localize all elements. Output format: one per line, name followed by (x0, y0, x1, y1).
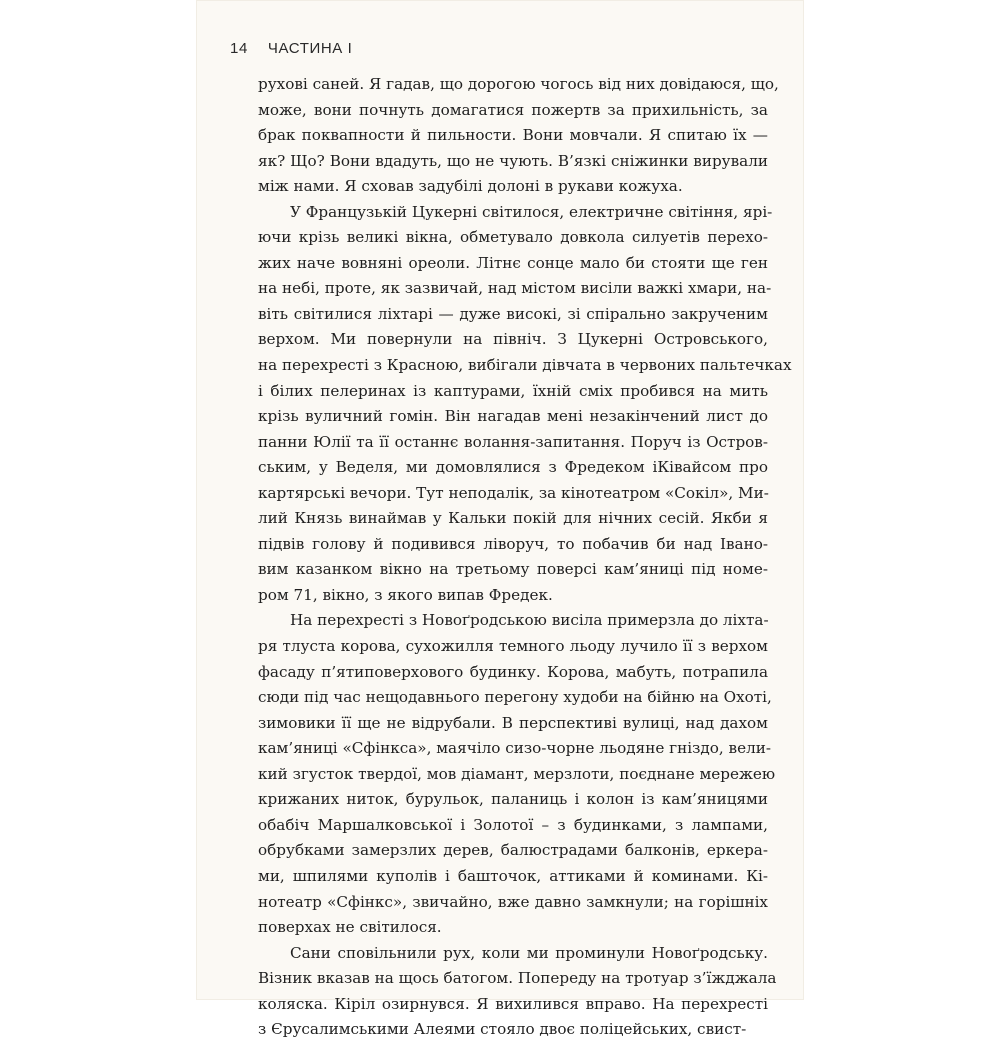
text-line: ря тлуста корова, сухожилля темного льоду лучило її з верхом (258, 637, 768, 656)
text-line: вим казанком вікно на третьому поверсі кам’яниці під номе- (258, 560, 768, 579)
text-line: зимовики її ще не відрубали. В перспективі вулиці, над дахом (258, 713, 768, 732)
text-line: крижаних ниток, бурульок, паланиць і колон із кам’яницями (258, 790, 768, 809)
text-line: нотеатр «Сфінкс», звичайно, вже давно замкнули; на горішніх (258, 892, 768, 911)
text-line: як? Що? Вони вдадуть, що не чують. В’язкі сніжинки вирували (258, 151, 768, 170)
text-line: брак поквапности й пильности. Вони мовчали. Я спитаю їх — (258, 126, 768, 145)
text-line: панни Юлії та її останнє волання-запитання. Поруч із Остров- (258, 432, 768, 451)
text-line: лий Князь винаймав у Кальки покій для нічних сесій. Якби я (258, 509, 768, 528)
text-line: підвів голову й подивився ліворуч, то побачив би над Івано- (258, 534, 768, 553)
text-line: кий згусток твердої, мов діамант, мерзлоти, поєднане мережею (258, 764, 776, 783)
text-line: Сани сповільнили рух, коли ми проминули Новоґродську. (290, 943, 768, 962)
text-line: і білих пелеринах із каптурами, їхній сміх пробився на мить (258, 381, 768, 400)
text-line: кам’яниці «Сфінкса», маячіло сизо-чорне льодяне гніздо, вели- (258, 739, 771, 758)
text-line: на перехресті з Красною, вибігали дівчата в червоних пальтечках (258, 356, 792, 375)
book-page (196, 0, 804, 1039)
text-line: На перехресті з Новоґродською висіла примерзла до ліхта- (290, 611, 769, 630)
text-line: на небі, проте, як зазвичай, над містом висіли важкі хмари, на- (258, 279, 772, 298)
text-line: сюди під час нещодавнього перегону худоби на бійню на Охоті, (258, 688, 772, 707)
text-line: ми, шпилями куполів і башточок, аттиками й коминами. Кі- (258, 866, 768, 885)
text-line: поверхах не світилося. (258, 918, 442, 937)
text-line: ром 71, вікно, з якого випав Фредек. (258, 585, 553, 604)
text-line: ючи крізь великі вікна, обметувало довкола силуетів перехо- (258, 228, 768, 247)
text-line: коляска. Кіріл озирнувся. Я вихилився вправо. На перехресті (258, 994, 768, 1013)
text-line: віть світилися ліхтарі — дуже високі, зі спірально закрученим (258, 304, 768, 323)
text-line: може, вони почнуть домагатися пожертв за прихильність, за (258, 100, 768, 119)
text-line: картярські вечори. Тут неподалік, за кінотеатром «Сокіл», Ми- (258, 483, 769, 502)
text-line: між нами. Я сховав задубілі долоні в рукави кожуха. (258, 177, 683, 196)
text-line: Візник вказав на щось батогом. Попереду на тротуар з’їжджала (258, 969, 777, 988)
text-line: верхом. Ми повернули на північ. З Цукерні Островського, (258, 330, 768, 349)
text-line: фасаду п’ятиповерхового будинку. Корова, мабуть, потрапила (258, 662, 768, 681)
section-title: ЧАСТИНА І (267, 40, 353, 57)
text-line: жих наче вовняні ореоли. Літнє сонце мало би стояти ще ген (258, 253, 768, 272)
text-line: рухові саней. Я гадав, що дорогою чогось від них довідаюся, що, (258, 75, 779, 93)
running-header (230, 40, 352, 57)
text-line: У Французькій Цукерні світилося, електричне світіння, ярі- (290, 202, 773, 221)
text-line: обабіч Маршалковської і Золотої – з будинками, з лампами, (258, 815, 768, 834)
text-line: з Єрусалимськими Алеями стояло двоє поліцейських, свист- (258, 1020, 747, 1039)
page-number: 14 (230, 40, 248, 57)
text-line: крізь вуличний гомін. Він нагадав мені незакінчений лист до (258, 407, 768, 426)
body-text (258, 72, 792, 1043)
text-line: ським, у Веделя, ми домовлялися з Фредеком іКівайсом про (258, 458, 768, 477)
text-line: обрубками замерзлих дерев, балюстрадами балконів, еркера- (258, 841, 768, 860)
